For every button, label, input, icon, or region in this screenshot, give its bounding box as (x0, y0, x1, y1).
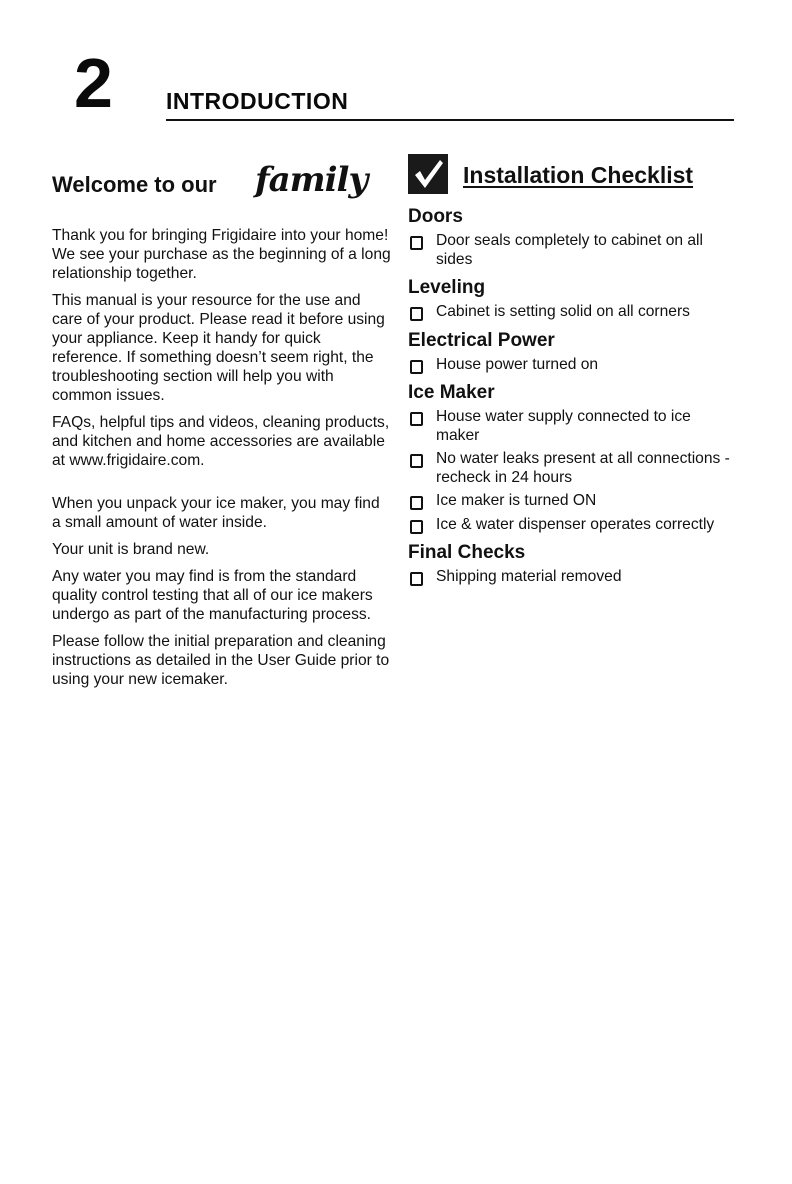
section-title: INTRODUCTION (166, 88, 349, 114)
welcome-paragraph: FAQs, helpful tips and videos, cleaning products, and kitchen and home accessories are available at www.frigidaire.com. (52, 414, 390, 469)
welcome-paragraph: This manual is your resource for the use and care of your product. Please read it before using your appliance. Keep it handy for quick reference. If something doesn’t seem right, the troubleshooting section will help you with common issues. (52, 292, 385, 404)
checklist-item[interactable]: Ice maker is turned ON (408, 492, 738, 511)
checklist-item[interactable]: House water supply connected to ice maker (408, 408, 738, 445)
group-title-leveling: Leveling (408, 277, 486, 298)
checkbox-icon[interactable] (410, 520, 423, 534)
checkbox-icon[interactable] (410, 307, 423, 321)
header-rule (166, 119, 734, 121)
installation-checklist (408, 154, 738, 592)
checklist-item[interactable]: No water leaks present at all connections - recheck in 24 hours (408, 450, 738, 487)
unpack-paragraph: Please follow the initial preparation and cleaning instructions as detailed in the User Guide prior to using your new icemaker. (52, 633, 390, 688)
checkmark-icon (408, 154, 448, 194)
checklist-item[interactable]: Shipping material removed (408, 568, 738, 587)
page-number: 2 (74, 44, 112, 122)
checklist-item[interactable]: House power turned on (408, 356, 738, 375)
unpack-paragraph: Any water you may find is from the standard quality control testing that all of our ice makers undergo as part of the manufacturing process. (52, 568, 373, 623)
checkbox-icon[interactable] (410, 496, 423, 510)
checklist-title: Installation Checklist (463, 162, 694, 188)
checklist-item[interactable]: Cabinet is setting solid on all corners (408, 303, 738, 322)
welcome-section (52, 160, 392, 697)
unpack-paragraph: Your unit is brand new. (52, 541, 210, 558)
group-title-ice-maker: Ice Maker (408, 382, 495, 403)
checkbox-icon[interactable] (410, 454, 423, 468)
checkbox-icon[interactable] (410, 572, 423, 586)
welcome-paragraph: Thank you for bringing Frigidaire into your home! We see your purchase as the beginning of a long relationship together. (52, 227, 391, 282)
welcome-heading (52, 160, 392, 218)
checkbox-icon[interactable] (410, 412, 423, 426)
checkbox-icon[interactable] (410, 236, 423, 250)
checklist-header (408, 154, 738, 198)
group-title-doors: Doors (408, 206, 463, 227)
checklist-item[interactable]: Door seals completely to cabinet on all sides (408, 232, 738, 269)
checkbox-icon[interactable] (410, 360, 423, 374)
welcome-script-word: family (255, 160, 368, 200)
checklist-item[interactable]: Ice & water dispenser operates correctly (408, 516, 738, 535)
welcome-title: Welcome to our (52, 172, 217, 197)
group-title-electrical-power: Electrical Power (408, 329, 555, 351)
unpack-paragraph: When you unpack your ice maker, you may find a small amount of water inside. (52, 495, 380, 531)
group-title-final-checks: Final Checks (408, 542, 526, 563)
